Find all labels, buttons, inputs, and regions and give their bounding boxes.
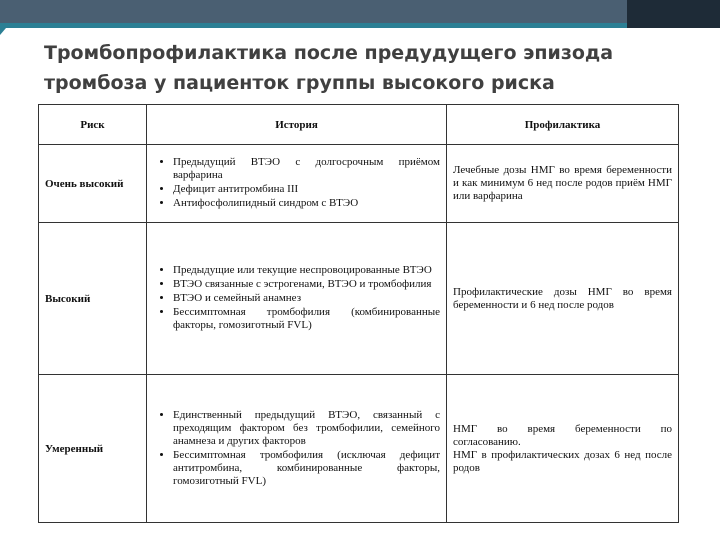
corner-triangle-decoration bbox=[0, 28, 6, 35]
history-list bbox=[153, 409, 440, 488]
history-item: • Антифосфолипидный синдром с ВТЭО bbox=[173, 197, 440, 210]
prophylaxis-cell bbox=[447, 145, 679, 223]
risk-cell: Высокий bbox=[39, 223, 147, 375]
history-item: • ВТЭО и семейный анамнез bbox=[173, 292, 440, 305]
prophylaxis-text: НМГ во время беременности по согласованию. bbox=[453, 422, 672, 448]
header-risk: Риск bbox=[39, 105, 147, 145]
prophylaxis-cell bbox=[447, 375, 679, 523]
prophylaxis-text: Профилактические дозы НМГ во время беременности и 6 нед после родов bbox=[453, 285, 672, 311]
history-item: • ВТЭО связанные с эстрогенами, ВТЭО и тромбофилия bbox=[173, 278, 440, 291]
table-row bbox=[39, 375, 679, 523]
prophylaxis-text: НМГ в профилактических дозах 6 нед после родов bbox=[453, 448, 672, 474]
risk-cell: Очень высокий bbox=[39, 145, 147, 223]
history-item: • Предыдущий ВТЭО с долгосрочным приёмом варфарина bbox=[173, 156, 440, 182]
history-list bbox=[153, 264, 440, 332]
header-accent-stripe bbox=[0, 23, 720, 28]
risk-table bbox=[38, 104, 679, 523]
header-dark-block bbox=[627, 0, 720, 28]
prophylaxis-cell bbox=[447, 223, 679, 375]
history-cell bbox=[147, 145, 447, 223]
table-header-row bbox=[39, 105, 679, 145]
table-row bbox=[39, 223, 679, 375]
slide-title: Тромбопрофилактика после предудущего эпизода тромбоза у пациенток группы высокого риска bbox=[44, 42, 614, 94]
history-cell bbox=[147, 223, 447, 375]
history-item: • Бессимптомная тромбофилия (комбинированные факторы, гомозиготный FVL) bbox=[173, 306, 440, 332]
history-cell bbox=[147, 375, 447, 523]
history-item: • Единственный предыдущий ВТЭО, связанный с преходящим фактором без тромбофилии, семейного анамнеза и других факторов bbox=[173, 409, 440, 448]
history-item: • Дефицит антитромбина III bbox=[173, 183, 440, 196]
risk-cell: Умеренный bbox=[39, 375, 147, 523]
header-bar bbox=[0, 0, 720, 23]
prophylaxis-text: Лечебные дозы НМГ во время беременности и как минимум 6 нед после родов приём НМГ или варфарина bbox=[453, 164, 672, 202]
risk-table-container bbox=[38, 104, 678, 524]
history-item: • Предыдущие или текущие неспровоцированные ВТЭО bbox=[173, 264, 440, 277]
history-list bbox=[153, 156, 440, 210]
table-row bbox=[39, 145, 679, 223]
header-prophylaxis: Профилактика bbox=[447, 105, 679, 145]
header-history: История bbox=[147, 105, 447, 145]
history-item: • Бессимптомная тромбофилия (исключая дефицит антитромбина, комбинированные факторы, гомозиготный FVL) bbox=[173, 449, 440, 488]
